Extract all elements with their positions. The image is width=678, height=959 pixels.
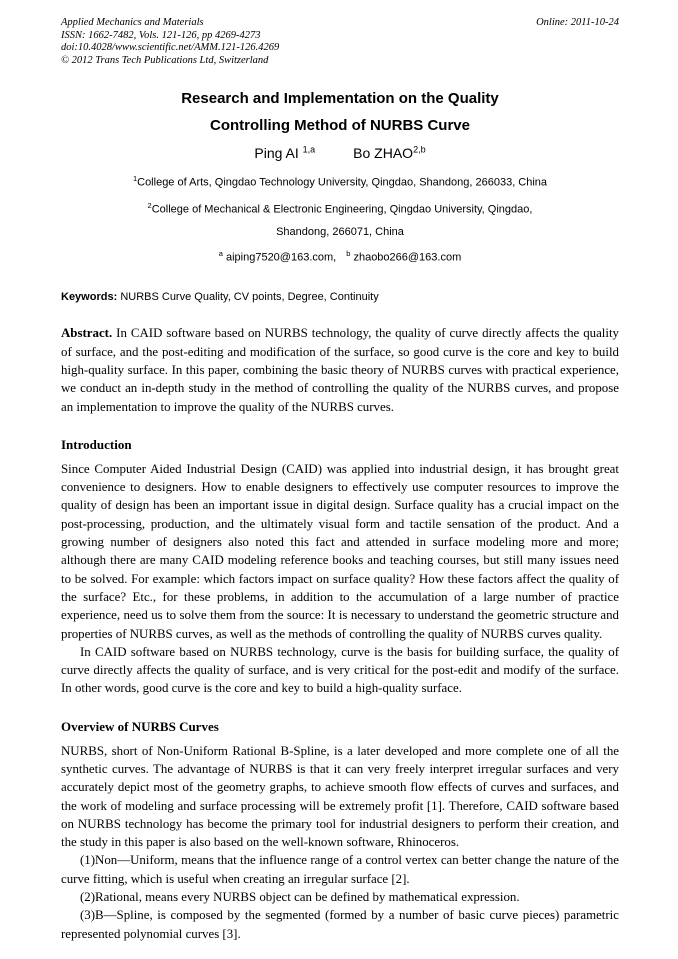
keywords-line: [61, 290, 619, 304]
paper-title-line-2: Controlling Method of NURBS Curve: [210, 117, 470, 135]
author-1-superscript: 1,a: [302, 144, 316, 155]
overview-list-item-3: (3)B—Spline, is composed by the segmented (formed by a number of basic curve pieces) parametric represented polynomial curves [3].: [61, 908, 619, 941]
overview-list-item-1: (1)Non—Uniform, means that the influence range of a control vertex can better change the nature of the curve fitting, which is useful when creating an irregular surface [2].: [61, 853, 619, 886]
journal-header: [61, 17, 619, 67]
email-2: zhaobo266@163.com: [353, 251, 462, 264]
introduction-paragraph-1: Since Computer Aided Industrial Design (CAID) was applied into industrial design, it has brought great convenience to designers. How to enable designers to effectively use computer resources to improve the quality of design has been an important issue in digital design. Surface quality has a crucial impact on the post-processing, production, and the ultimately visual form and tactile sensation of the product. And a growing number of designers also noted this fact and attended in surface modeling more and more; although there are many CAID modeling reference books and teaching courses, but still many issues need to be solved. For example: which factors impact on surface quality? How these factors affect the quality of the surface? Etc., for these problems, in addition to the accumulation of a large number of practice experience, need us to solve them from the source: It is necessary to understand the geometric structure and properties of NURBS curves, as well as the methods of controlling the quality of NURBS curves quality.: [61, 461, 619, 641]
overview-list-item-2: (2)Rational, means every NURBS object can be defined by mathematical expression.: [80, 890, 520, 905]
journal-issn-line: ISSN: 1662-7482, Vols. 121-126, pp 4269-4273: [61, 29, 261, 41]
introduction-paragraph-2: In CAID software based on NURBS technology, curve is the basis for building surface, the quality of curve directly affects the quality of surface, and is very critical for the post-edit and modify of the surface. In other words, good curve is the core and key to build a high-quality surface.: [61, 644, 619, 696]
paper-title: [61, 85, 619, 139]
email-1: aiping7520@163.com,: [225, 251, 337, 264]
affiliation-1: [61, 168, 619, 194]
keywords-text: NURBS Curve Quality, CV points, Degree, Continuity: [120, 291, 379, 304]
email-1-sup: a: [218, 249, 223, 259]
author-2-name: Bo ZHAO: [353, 145, 414, 162]
affiliation-1-sup: 1: [132, 174, 138, 184]
paper-title-line-1: Research and Implementation on the Quality: [181, 90, 499, 108]
affiliation-2-sup: 2: [147, 200, 152, 210]
author-1-name: Ping AI: [254, 145, 299, 162]
authors-line: [61, 142, 619, 164]
keywords-label: Keywords:: [61, 291, 118, 304]
affiliation-1-text: College of Arts, Qingdao Technology University, Qingdao, Shandong, 266033, China: [137, 177, 548, 190]
overview-paragraph-1: NURBS, short of Non-Uniform Rational B-Spline, is a later developed and more complete one of all the synthetic curves. The advantage of NURBS is that it can very freely interpret irregular surfaces and very accurately depict most of the geometry graphs, to achieve smooth flow effects of curves and surfaces, and the work of modeling and surface processing will be extremely profit [1]. Therefore, CAID software based on NURBS technology has become the primary tool for industrial designers to perform their creation, and the study in this paper is also based on the well-known software, Rhinoceros.: [61, 743, 619, 850]
author-emails: [61, 243, 619, 269]
journal-doi-line: doi:10.4028/www.scientific.net/AMM.121-126.4269: [61, 42, 280, 54]
author-1: [254, 145, 315, 161]
email-2-sup: b: [346, 249, 351, 259]
affiliation-2: [61, 195, 619, 221]
affiliations-block: [61, 168, 619, 269]
section-heading-introduction: Introduction: [61, 436, 132, 452]
affiliation-2-continued: Shandong, 266071, China: [276, 225, 404, 238]
section-heading-overview: Overview of NURBS Curves: [61, 718, 219, 734]
abstract-label: Abstract.: [61, 326, 113, 341]
abstract-text: In CAID software based on NURBS technology, the quality of curve directly affects the quality of surface, and the post-editing and modification of the surface, so good curve is the core and key to build high-quality surface. In this paper, combining the basic theory of NURBS curves with practical experience, we conduct an in-depth study in the method of controlling the quality of the NURBS curves, and propose an implementation to improve the quality of the NURBS curves.: [61, 326, 619, 414]
author-2: [353, 145, 425, 161]
abstract-block: [61, 324, 619, 415]
affiliation-2-text: College of Mechanical & Electronic Engineering, Qingdao University, Qingdao,: [151, 203, 533, 216]
author-2-superscript: 2,b: [413, 144, 426, 155]
journal-name: Applied Mechanics and Materials: [61, 17, 204, 28]
online-date: Online: 2011-10-24: [536, 17, 619, 28]
journal-info: [61, 17, 279, 67]
journal-copyright-line: © 2012 Trans Tech Publications Ltd, Switzerland: [61, 54, 269, 66]
